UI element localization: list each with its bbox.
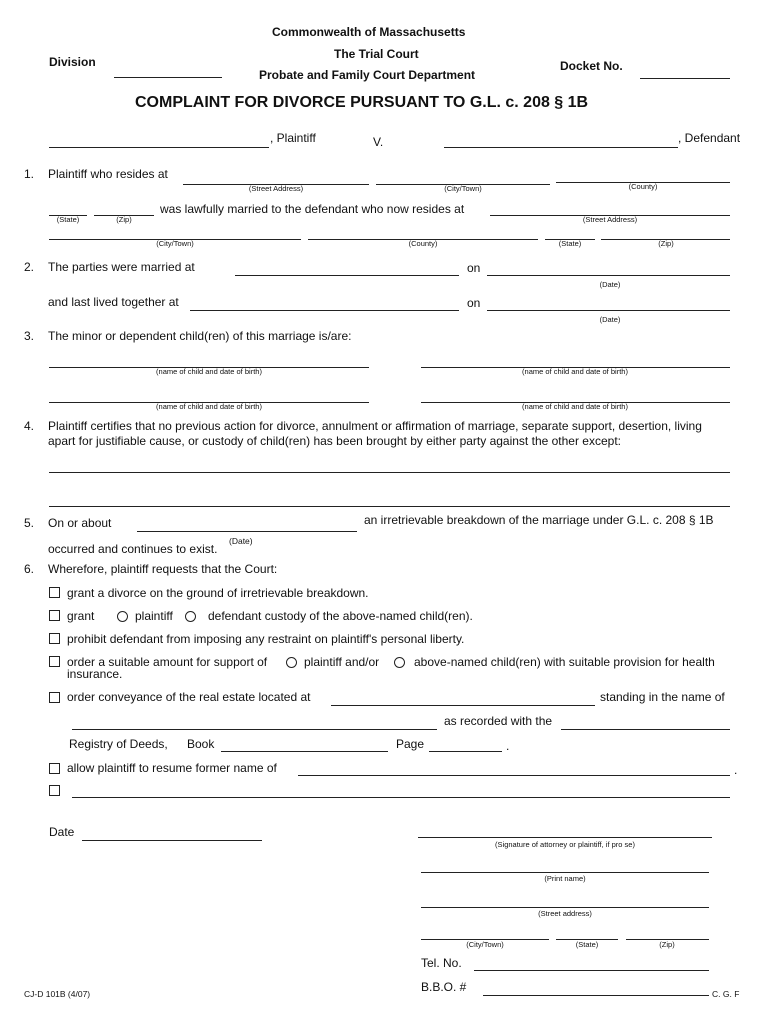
last-lived-place-field[interactable] — [190, 310, 459, 311]
support-children-label: above-named child(ren) with suitable provision for health — [414, 655, 715, 669]
versus-label: V. — [373, 135, 384, 149]
item-2-number: 2. — [24, 260, 35, 274]
item-3-number: 3. — [24, 329, 35, 343]
resume-name-label: allow plaintiff to resume former name of — [67, 761, 277, 775]
page-period: . — [506, 739, 510, 753]
caption-street-address: (Street address) — [538, 909, 592, 918]
page-label: Page — [396, 737, 425, 751]
caption-child: (name of child and date of birth) — [156, 402, 262, 411]
street-address-field[interactable] — [421, 907, 709, 908]
form-id: CJ-D 101B (4/07) — [24, 989, 91, 999]
caption-zip: (Zip) — [116, 215, 132, 224]
custody-defendant-radio[interactable] — [185, 611, 196, 622]
item-4-text-line2: apart for justifiable cause, or custody of child(ren) has been brought by either party against the other except: — [48, 434, 621, 448]
caption-city: (City/Town) — [156, 239, 194, 248]
defendant-label: , Defendant — [678, 131, 741, 145]
item-5-continues-text: occurred and continues to exist. — [48, 542, 218, 556]
order-conveyance-checkbox[interactable] — [49, 692, 60, 703]
item-5-text: On or about — [48, 516, 112, 530]
item-2-lived-text: and last lived together at — [48, 295, 179, 309]
caption-child: (name of child and date of birth) — [522, 402, 628, 411]
caption-state: (State) — [56, 215, 80, 224]
signature-field[interactable] — [418, 837, 712, 838]
marriage-place-field[interactable] — [235, 275, 459, 276]
item-4-text-line1: Plaintiff certifies that no previous action for divorce, annulment or affirmation of marriage, separate support, desertion, living — [48, 419, 702, 433]
book-field[interactable] — [221, 751, 388, 752]
item-1-married-text: was lawfully married to the defendant who now resides at — [160, 202, 465, 216]
grant-divorce-checkbox[interactable] — [49, 587, 60, 598]
registry-label: Registry of Deeds, — [69, 737, 168, 751]
header-trial-court: The Trial Court — [334, 47, 419, 61]
caption-date: (Date) — [229, 536, 253, 546]
header-department: Probate and Family Court Department — [259, 68, 476, 82]
docket-label: Docket No. — [560, 59, 623, 73]
on-label: on — [467, 261, 481, 275]
caption-city: (City/Town) — [444, 184, 482, 193]
order-conveyance-label: order conveyance of the real estate located at — [67, 690, 311, 704]
owner-name-field[interactable] — [72, 729, 437, 730]
cgf-label: C. G. F — [712, 989, 740, 999]
marriage-date-field[interactable] — [487, 275, 730, 276]
division-label: Division — [49, 55, 96, 69]
header-commonwealth: Commonwealth of Massachusetts — [272, 25, 466, 39]
order-support-label: order a suitable amount for support of — [67, 655, 268, 669]
item-5-breakdown-text: an irretrievable breakdown of the marriage under G.L. c. 208 § 1B — [364, 513, 714, 527]
item-3-text: The minor or dependent child(ren) of this marriage is/are: — [48, 329, 352, 343]
order-support-checkbox[interactable] — [49, 656, 60, 667]
grant-divorce-label: grant a divorce on the ground of irretrievable breakdown. — [67, 586, 369, 600]
book-label: Book — [187, 737, 215, 751]
grant-custody-checkbox[interactable] — [49, 610, 60, 621]
custody-plaintiff-radio[interactable] — [117, 611, 128, 622]
prohibit-restraint-checkbox[interactable] — [49, 633, 60, 644]
recorded-label: as recorded with the — [444, 714, 553, 728]
insurance-label: insurance. — [67, 667, 123, 681]
caption-date: (Date) — [599, 280, 621, 289]
date-field[interactable] — [82, 840, 262, 841]
on-label: on — [467, 296, 481, 310]
caption-date: (Date) — [599, 315, 621, 324]
tel-field[interactable] — [474, 970, 709, 971]
former-name-period: . — [734, 763, 738, 777]
other-request-field[interactable] — [72, 797, 730, 798]
real-estate-location-field[interactable] — [331, 705, 595, 706]
prohibit-restraint-label: prohibit defendant from imposing any restraint on plaintiff's personal liberty. — [67, 632, 465, 646]
item-1-text: Plaintiff who resides at — [48, 167, 168, 181]
caption-child: (name of child and date of birth) — [156, 367, 262, 376]
bbo-field[interactable] — [483, 995, 709, 996]
page-title: COMPLAINT FOR DIVORCE PURSUANT TO G.L. c. 208 § 1B — [135, 94, 589, 111]
defendant-field[interactable] — [444, 147, 678, 148]
support-children-radio[interactable] — [394, 657, 405, 668]
last-lived-date-field[interactable] — [487, 310, 730, 311]
page-field[interactable] — [429, 751, 502, 752]
division-field[interactable] — [114, 77, 222, 78]
caption-county: (County) — [628, 182, 658, 191]
bbo-label: B.B.O. # — [421, 980, 467, 994]
other-request-checkbox[interactable] — [49, 785, 60, 796]
breakdown-date-field[interactable] — [137, 531, 357, 532]
item-2-text: The parties were married at — [48, 260, 195, 274]
custody-defendant-label: defendant custody of the above-named child(ren). — [208, 609, 473, 623]
support-plaintiff-label: plaintiff and/or — [304, 655, 380, 669]
standing-label: standing in the name of — [600, 690, 725, 704]
print-name-field[interactable] — [421, 872, 709, 873]
previous-action-field-2[interactable] — [49, 506, 730, 507]
item-6-number: 6. — [24, 562, 35, 576]
grant-custody-label: grant — [67, 609, 95, 623]
plaintiff-field[interactable] — [49, 147, 269, 148]
caption-zip: (Zip) — [659, 940, 675, 949]
support-plaintiff-radio[interactable] — [286, 657, 297, 668]
former-name-field[interactable] — [298, 775, 730, 776]
resume-name-checkbox[interactable] — [49, 763, 60, 774]
plaintiff-label: , Plaintiff — [270, 131, 316, 145]
item-4-number: 4. — [24, 419, 35, 433]
docket-field[interactable] — [640, 78, 730, 79]
caption-state: (State) — [575, 940, 599, 949]
custody-plaintiff-label: plaintiff — [135, 609, 173, 623]
item-6-text: Wherefore, plaintiff requests that the Court: — [48, 562, 278, 576]
item-1-number: 1. — [24, 167, 35, 181]
caption-print-name: (Print name) — [544, 874, 586, 883]
caption-state: (State) — [558, 239, 582, 248]
caption-zip: (Zip) — [658, 239, 674, 248]
item-5-number: 5. — [24, 516, 35, 530]
tel-label: Tel. No. — [421, 956, 462, 970]
recorded-with-field[interactable] — [561, 729, 730, 730]
caption-city: (City/Town) — [466, 940, 504, 949]
date-label: Date — [49, 825, 75, 839]
caption-street: (Street Address) — [582, 215, 638, 224]
caption-child: (name of child and date of birth) — [522, 367, 628, 376]
caption-signature: (Signature of attorney or plaintiff, if pro se) — [495, 840, 635, 849]
previous-action-field-1[interactable] — [49, 472, 730, 473]
caption-county: (County) — [408, 239, 438, 248]
caption-street: (Street Address) — [248, 184, 304, 193]
